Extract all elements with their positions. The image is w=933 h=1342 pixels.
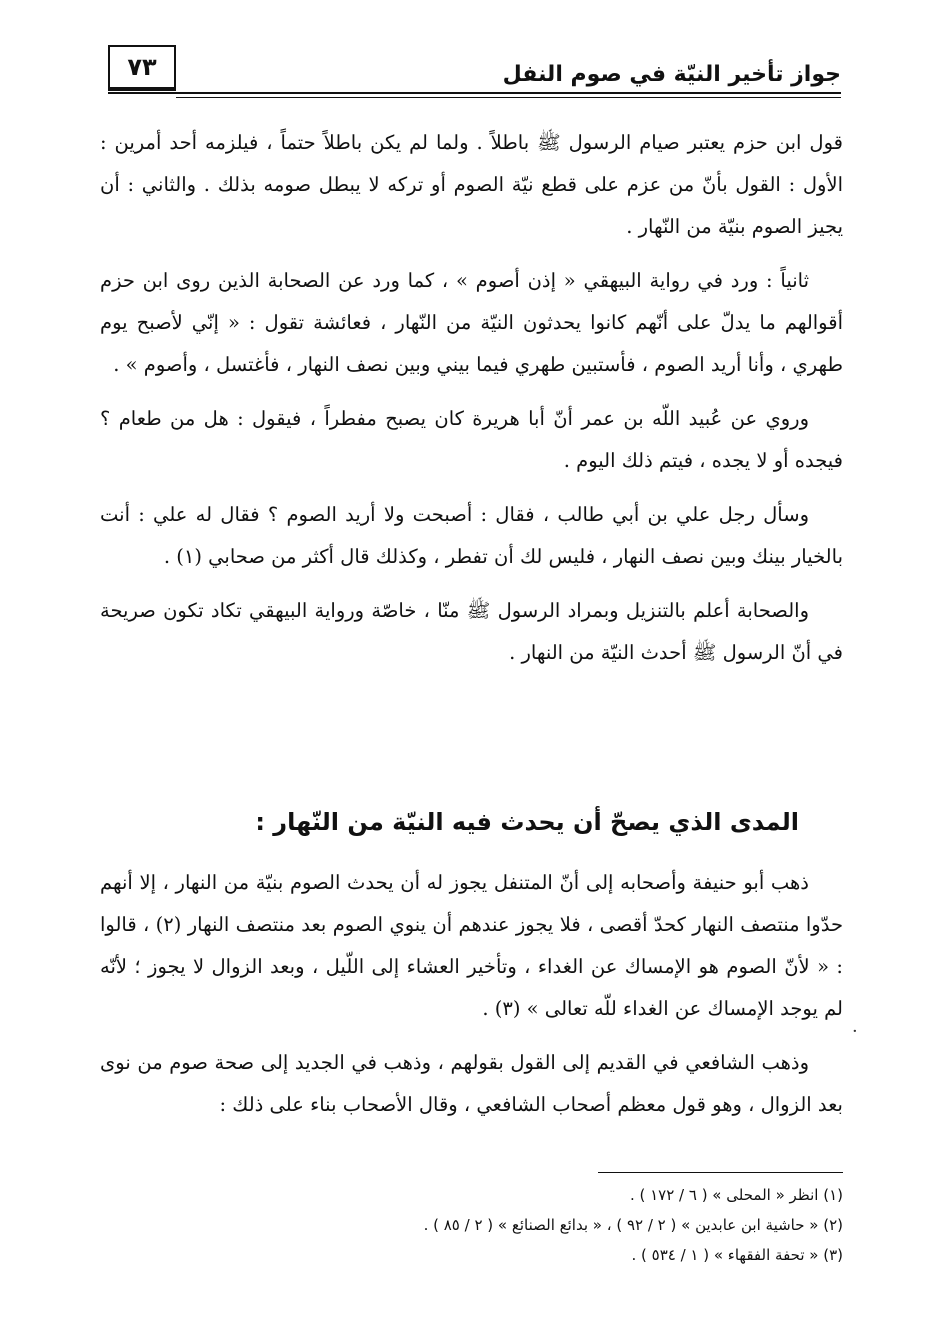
paragraph-7: وذهب الشافعي في القديم إلى القول بقولهم ، وذهب في الجديد إلى صحة صوم من نوى بعد الزوال ، وهو قول معظم أصحاب الشافعي ، وقال الأصحاب بناء على ذلك : [100,1051,843,1116]
paragraph-2: ثانياً : ورد في رواية البيهقي « إذن أصوم » ، كما ورد عن الصحابة الذين روى ابن حزم أقوالهم ما يدلّ على أنّهم كانوا يحدثون النيّة من النّهار ، فعائشة تقول : « إنّي لأصبح يوم طهري ، وأنا أريد الصوم ، فأستبين طهري فيما بيني وبين نصف النهار ، فأغتسل ، وأصوم » . [100,269,843,376]
running-title: جواز تأخير النيّة في صوم النفل [502,62,841,87]
footnote-2: (٢) « حاشية ابن عابدين » ( ٢ / ٩٢ ) ، « بدائع الصنائع » ( ٢ / ٨٥ ) . [423,1216,843,1234]
footnote-rule [598,1172,843,1173]
margin-mark: · [852,1021,858,1042]
header-rule-thin [176,97,841,98]
paragraph-4: وسأل رجل علي بن أبي طالب ، فقال : أصبحت ولا أريد الصوم ؟ فقال له علي : أنت بالخيار بينك وبين نصف النهار ، فليس لك أن تفطر ، وكذلك قال أكثر من صحابي (١) . [100,503,843,568]
body-text-upper [100,122,843,674]
paragraph-3: وروي عن عُبيد اللّه بن عمر أنّ أبا هريرة كان يصبح مفطراً ، فيقول : هل من طعام ؟ فيجده أو لا يجده ، فيتم ذلك اليوم . [100,407,843,472]
header-rule [108,92,841,94]
paragraph-1: قول ابن حزم يعتبر صيام الرسول ﷺ باطلاً . ولما لم يكن باطلاً حتماً ، فيلزمه أحد أمرين : الأول : القول بأنّ من عزم على قطع نيّة الصوم أو تركه لا يبطل صومه بذلك . والثاني : أن يجيز الصوم بنيّة من النّهار . [100,131,843,238]
paragraph-6: ذهب أبو حنيفة وأصحابه إلى أنّ المتنفل يجوز له أن يحدث الصوم بنيّة من النهار ، إلا أنهم حدّوا منتصف النهار كحدّ أقصى ، فلا يجوز عندهم أن ينوي الصوم بعد منتصف النهار (٢) ، قالوا : « لأنّ الصوم هو الإمساك عن الغداء ، وتأخير العشاء إلى اللّيل ، وبعد الزوال لا يجوز ؛ لأنّه لم يوجد الإمساك عن الغداء للّه تعالى » (٣) . [100,871,843,1020]
section-heading: المدى الذي يصحّ أن يحدث فيه النيّة من النّهار : [255,808,799,836]
paragraph-5: والصحابة أعلم بالتنزيل وبمراد الرسول ﷺ منّا ، خاصّة ورواية البيهقي تكاد تكون صريحة في أنّ الرسول ﷺ أحدث النيّة من النهار . [100,599,843,664]
body-text-lower [100,862,843,1126]
footnotes [100,1180,843,1270]
footnote-3: (٣) « تحفة الفقهاء » ( ١ / ٥٣٤ ) . [631,1246,843,1264]
page-number: ٧٣ [108,45,176,91]
footnote-1: (١) انظر « المحلى » ( ٦ / ١٧٢ ) . [629,1186,843,1204]
